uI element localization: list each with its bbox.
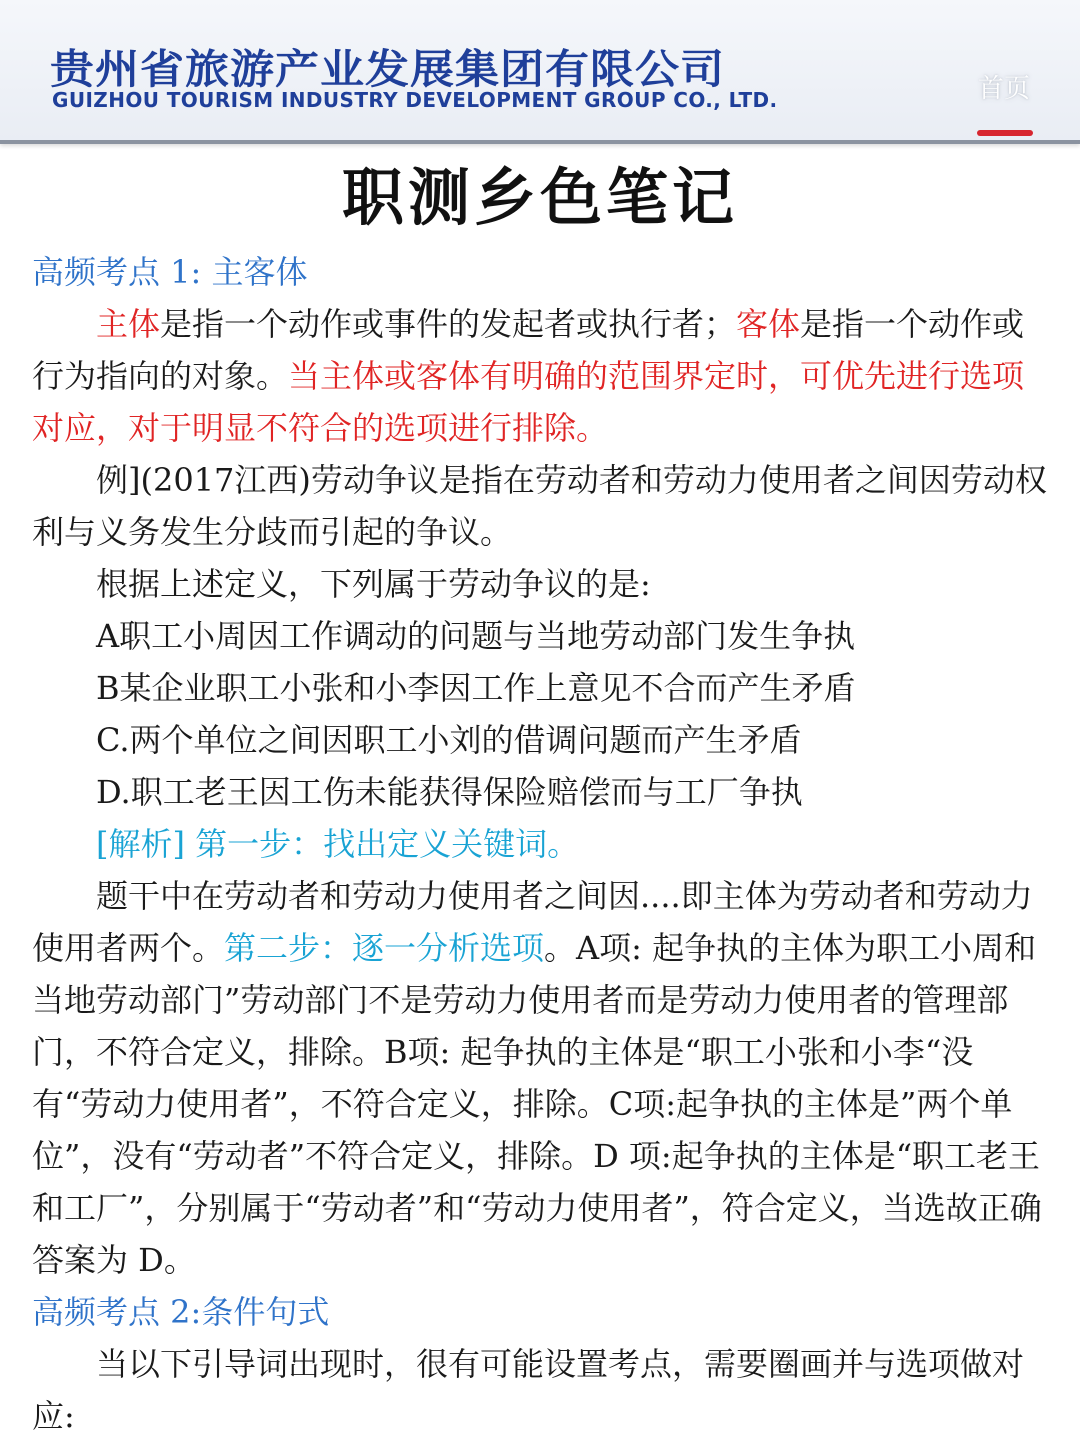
nav-home-link[interactable]: 首页: [977, 74, 1030, 104]
site-header: [0, 0, 1080, 144]
analysis-paragraph: [32, 870, 1052, 1286]
term-object: 客体: [736, 305, 801, 343]
analysis-detail: 。A项: 起争执的主体为职工小周和当地劳动部门”劳动部门不是劳动力使用者而是劳动力使用者的管理部门，不符合定义，排除。B项: 起争执的主体是“职工小张和小李“没有“劳动力使用者”，不符合定义，排除。C项:起争执的主体是”两个单位”，没有“劳动者”不符合定义，排除。D 项:起争执的主体是“职工老王和工厂”，分别属于“劳动者”和“劳动力使用者”，符合定义，当选故正确答案为 D。: [32, 929, 1042, 1279]
analysis-step-1: [解析] 第一步：找出定义关键词。: [96, 825, 580, 863]
section-heading-1: 高频考点 1: 主客体: [32, 253, 308, 291]
article-body: [0, 246, 1080, 1442]
question-text: 根据上述定义，下列属于劳动争议的是:: [96, 565, 651, 603]
definition-subject: 是指一个动作或事件的发起者或执行者；: [160, 305, 737, 343]
nav-active-indicator: [977, 130, 1033, 136]
conditional-intro: 当以下引导词出现时，很有可能设置考点，需要圈画并与选项做对应:: [32, 1345, 1025, 1435]
brand-name-cn: 贵州省旅游产业发展集团有限公司: [50, 46, 725, 94]
definition-paragraph: [32, 298, 1052, 454]
analysis-step-2: 第二步：逐一分析选项: [224, 929, 545, 967]
option-b: B某企业职工小张和小李因工作上意见不合而产生矛盾: [96, 669, 856, 707]
definition-object: 是指一个动作或行为指向的对象。: [32, 305, 1025, 395]
key-tip: 当主体或客体有明确的范围界定时，可优先进行选项对应，对于明显不符合的选项进行排除。: [32, 357, 1025, 447]
page-title: 职测乡色笔记: [341, 161, 738, 234]
option-c: C.两个单位之间因职工小刘的借调问题而产生矛盾: [96, 721, 802, 759]
term-subject: 主体: [96, 305, 161, 343]
option-d: D.职工老王因工伤未能获得保险赔偿而与工厂争执: [96, 773, 803, 811]
brand-name-en: GUIZHOU TOURISM INDUSTRY DEVELOPMENT GROUP CO., LTD.: [52, 88, 778, 112]
example-paragraph: 例](2017江西)劳动争议是指在劳动者和劳动力使用者之间因劳动权利与义务发生分歧而引起的争议。: [32, 461, 1047, 551]
section-heading-2: 高频考点 2:条件句式: [32, 1293, 330, 1331]
option-a: A职工小周因工作调动的问题与当地劳动部门发生争执: [96, 617, 856, 655]
analysis-intro: 题干中在劳动者和劳动力使用者之间因....即主体为劳动者和劳动力使用者两个。: [32, 877, 1033, 967]
